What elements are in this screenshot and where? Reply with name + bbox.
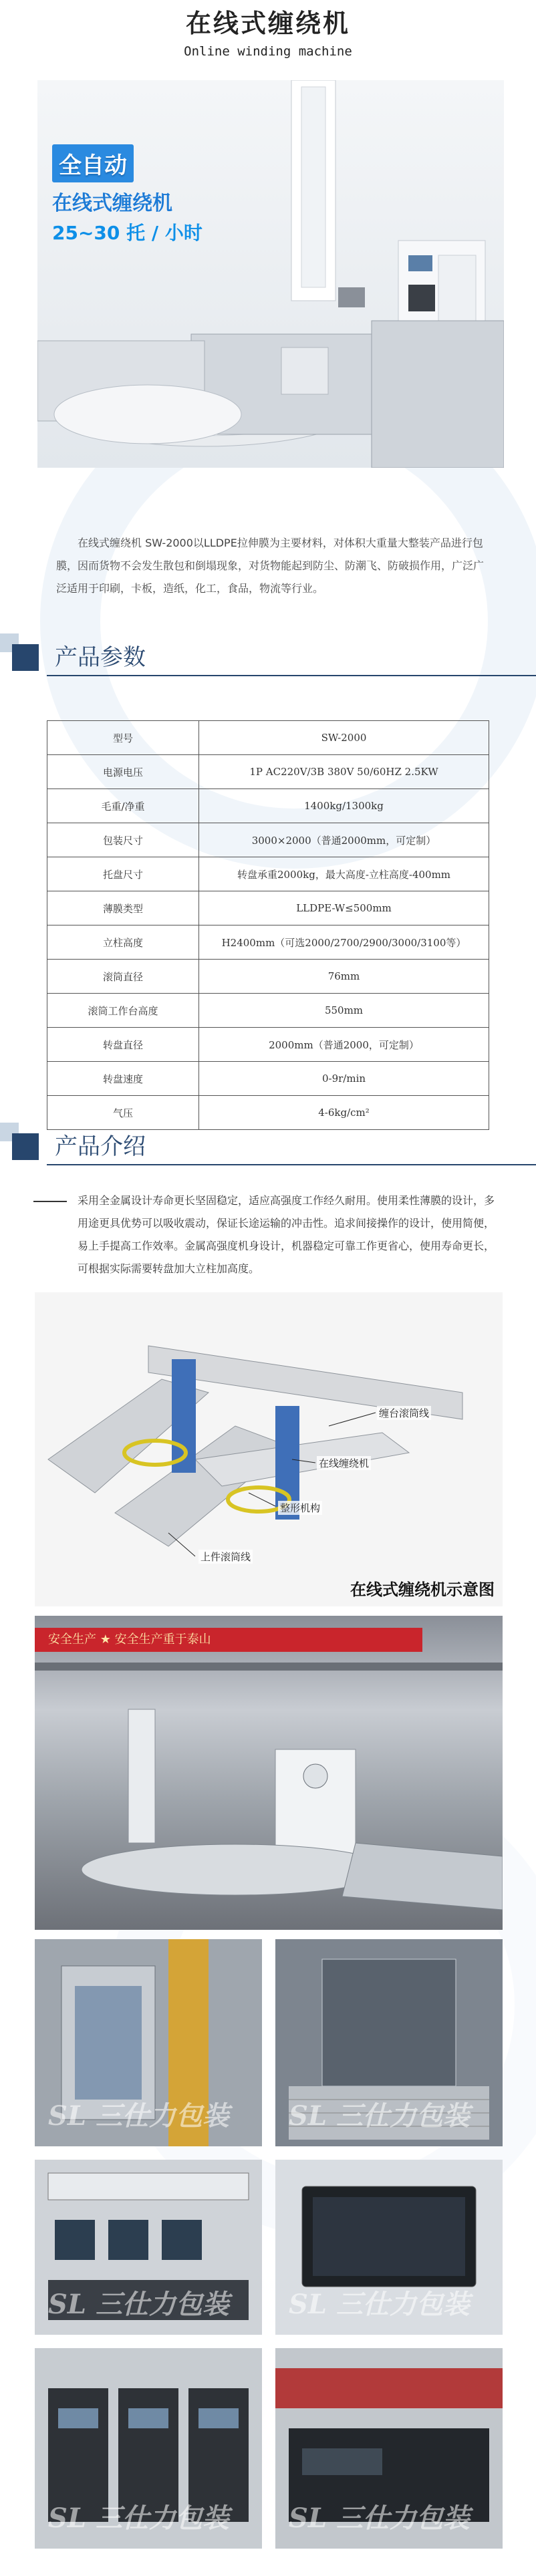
brand-watermark: SL 三仕力包装 (289, 2502, 470, 2534)
spec-value: 550mm (199, 994, 489, 1028)
gallery-photo-1 (35, 1939, 262, 2146)
spec-row (47, 1028, 489, 1062)
diagram-label: 缠台滚筒线 (377, 1406, 431, 1420)
spec-key: 滚筒工作台高度 (47, 994, 199, 1028)
hero-banner-line1: 全自动 (52, 144, 134, 182)
spec-value: 0-9r/min (199, 1062, 489, 1096)
hero-banner-line2: 在线式缠绕机 (52, 192, 172, 215)
page-title: 在线式缠绕机 (185, 9, 350, 38)
gallery-photo-6 (275, 2348, 503, 2549)
brand-watermark: SL 三仕力包装 (48, 2502, 229, 2534)
section-divider (47, 675, 536, 676)
spec-value: 转盘承重2000kg，最大高度-立柱高度-400mm (199, 857, 489, 891)
spec-key: 托盘尺寸 (47, 857, 199, 891)
spec-value: 1400kg/1300kg (199, 789, 489, 823)
spec-row (47, 891, 489, 925)
spec-key: 气压 (47, 1096, 199, 1130)
hero-image (37, 80, 504, 468)
diagram-label: 整形机构 (278, 1501, 322, 1515)
spec-key: 转盘速度 (47, 1062, 199, 1096)
spec-row (47, 994, 489, 1028)
spec-value: H2400mm（可选2000/2700/2900/3000/3100等） (199, 925, 489, 960)
gallery-photo-5 (35, 2348, 262, 2549)
spec-row (47, 755, 489, 789)
spec-value: 4-6kg/cm² (199, 1096, 489, 1130)
gallery-photo-4 (275, 2160, 503, 2335)
factory-photo (35, 1616, 503, 1930)
params-section-title: 产品参数 (55, 644, 146, 671)
page-subtitle: Online winding machine (184, 44, 352, 59)
diagram-label: 在线缠绕机 (317, 1456, 371, 1470)
spec-row (47, 823, 489, 857)
diagram-label: 上件滚筒线 (198, 1550, 253, 1564)
spec-row (47, 857, 489, 891)
gallery-photo-2 (275, 1939, 503, 2146)
spec-row (47, 1062, 489, 1096)
spec-key: 转盘直径 (47, 1028, 199, 1062)
spec-key: 薄膜类型 (47, 891, 199, 925)
spec-row (47, 789, 489, 823)
hero-banner-line3: 25~30 托 / 小时 (52, 222, 203, 244)
spec-key: 滚筒直径 (47, 960, 199, 994)
product-description: 采用全金属设计寿命更长坚固稳定，适应高强度工作经久耐用。使用柔性薄膜的设计，多用途更具优势可以吸收震动，保证长途运输的冲击性。追求间接操作的设计，使用简便，易上手提高工作效率。金属高强度机身设计，机器稳定可靠工作更省心，使用寿命更长，可根据实际需要转盘加大立柱加高度。 (78, 1194, 495, 1275)
spec-value: 1P AC220V/3B 380V 50/60HZ 2.5KW (199, 755, 489, 789)
brand-watermark: SL 三仕力包装 (48, 2100, 229, 2132)
intro-section-title: 产品介绍 (55, 1133, 146, 1160)
spec-key: 型号 (47, 721, 199, 755)
brand-watermark: SL 三仕力包装 (289, 2100, 470, 2132)
layout-diagram (35, 1292, 503, 1606)
spec-key: 电源电压 (47, 755, 199, 789)
spec-row (47, 925, 489, 960)
brand-watermark: SL 三仕力包装 (289, 2289, 470, 2320)
spec-value: SW-2000 (199, 721, 489, 755)
spec-value: LLDPE-W≤500mm (199, 891, 489, 925)
spec-value: 76mm (199, 960, 489, 994)
spec-table (47, 720, 489, 1130)
section-marker (12, 1133, 39, 1160)
brand-watermark: SL 三仕力包装 (48, 2289, 229, 2320)
hero-banner (52, 144, 203, 245)
factory-banner: 安全生产 ★ 安全生产重于泰山 (35, 1628, 422, 1652)
spec-value: 3000×2000（普通2000mm，可定制） (199, 823, 489, 857)
spec-key: 包装尺寸 (47, 823, 199, 857)
spec-row (47, 960, 489, 994)
product-summary: 在线式缠绕机 SW-2000以LLDPE拉伸膜为主要材料，对体积大重量大整装产品进行包膜，因而货物不会发生散包和倒塌现象，对货物能起到防尘、防潮飞、防破损作用，广泛广泛适用于印刷，卡板，造纸，化工，食品，物流等行业。 (56, 537, 485, 595)
params-section-header (0, 633, 536, 686)
paragraph-rule (33, 1201, 67, 1202)
factory-scene (35, 1616, 503, 1930)
spec-key: 立柱高度 (47, 925, 199, 960)
section-marker (12, 644, 39, 671)
diagram-illustration (35, 1292, 503, 1606)
gallery-photo-3 (35, 2160, 262, 2335)
machine-illustration (37, 80, 504, 468)
intro-section-header (0, 1123, 536, 1175)
spec-row (47, 721, 489, 755)
spec-key: 毛重/净重 (47, 789, 199, 823)
spec-value: 2000mm（普通2000，可定制） (199, 1028, 489, 1062)
section-divider (47, 1164, 536, 1165)
diagram-caption: 在线式缠绕机示意图 (350, 1580, 495, 1599)
